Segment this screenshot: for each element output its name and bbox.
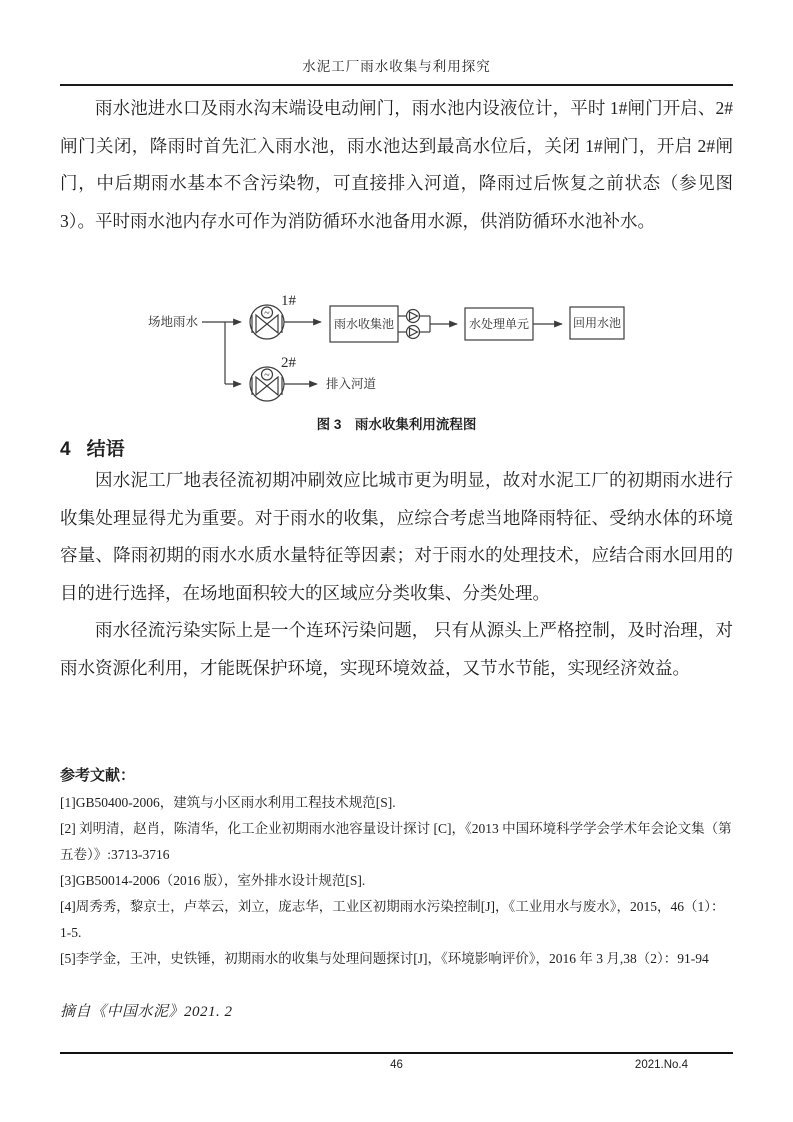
pump-icon	[407, 310, 420, 323]
pump-icon	[407, 326, 420, 339]
motor-valve-icon	[250, 367, 284, 401]
paragraph-intro: 雨水池进水口及雨水沟末端设电动闸门，雨水池内设液位计，平时 1#闸门开启、2#闸门关闭，降雨时首先汇入雨水池，雨水池达到最高水位后，关闭 1#闸门，开启 2#闸门，中后期雨水基本不含污染物，可直接排入河道，降雨过后恢复之前状态（参见图 3）。平时雨水池内存水可作为消防循环水池备用水源，供消防循环水池补水。	[60, 98, 733, 231]
motor-symbol: ~	[264, 308, 270, 319]
motor-valve-icon	[250, 305, 284, 339]
reuse-box-label: 回用水池	[572, 316, 622, 330]
paragraph-conclusion-2: 雨水径流污染实际上是一个连环污染问题， 只有从源头上严格控制，及时治理，对雨水资源化利用，才能既保护环境，实现环境效益，又节水节能，实现经济效益。	[60, 620, 733, 678]
paragraph-conclusion-1: 因水泥工厂地表径流初期冲刷效应比城市更为明显，故对水泥工厂的初期雨水进行收集处理显得尤为重要。对于雨水的收集，应综合考虑当地降雨特征、受纳水体的环境容量、降雨初期的雨水水质水量特征等因素；对于雨水的处理技术，应结合雨水回用的目的进行选择，在场地面积较大的区域应分类收集、分类处理。	[60, 470, 733, 603]
running-title: 水泥工厂雨水收集与利用探究	[302, 59, 491, 74]
source-note: 摘自《中国水泥》2021. 2	[60, 1004, 233, 1020]
header-rule	[60, 84, 733, 86]
references-heading: 参考文献：	[60, 767, 136, 784]
motor-symbol: ~	[264, 370, 270, 381]
valve1-label: 1#	[281, 293, 296, 309]
section-number: 4	[60, 439, 71, 460]
treatment-box-label: 水处理单元	[468, 317, 530, 331]
diagram-source-label: 场地雨水	[148, 315, 199, 329]
reference-item: [3]GB50014-2006（2016 版），室外排水设计规范[S].	[60, 873, 366, 888]
valve2-label: 2#	[281, 355, 296, 371]
footer	[60, 1052, 733, 1078]
flow-diagram	[140, 283, 660, 408]
figure-caption: 图 3 雨水收集利用流程图	[316, 417, 477, 432]
reference-item: [5]李学金，王冲，史铁锤，初期雨水的收集与处理问题探讨[J]，《环境影响评价》，2016 年 3 月,38（2）：91-94	[60, 951, 709, 966]
issue-number: 2021.No.4	[634, 1059, 688, 1071]
section-heading	[60, 434, 733, 461]
reference-item: [1]GB50400-2006，建筑与小区雨水利用工程技术规范[S].	[60, 795, 396, 810]
reference-item: [2] 刘明清，赵肖，陈清华，化工企业初期雨水池容量设计探讨 [C]，《2013 中国环境科学学会学术年会论文集（第五卷）》:3713-3716	[60, 821, 732, 862]
reference-item: [4]周秀秀，黎京士，卢萃云，刘立，庞志华，工业区初期雨水污染控制[J]，《工业用水与废水》，2015，46（1）：1-5.	[60, 899, 725, 940]
discharge-label: 排入河道	[326, 377, 377, 391]
section-title: 结语	[86, 439, 125, 460]
page-number: 46	[390, 1059, 403, 1071]
collection-box-label: 雨水收集池	[333, 317, 395, 331]
references-list	[60, 790, 733, 972]
